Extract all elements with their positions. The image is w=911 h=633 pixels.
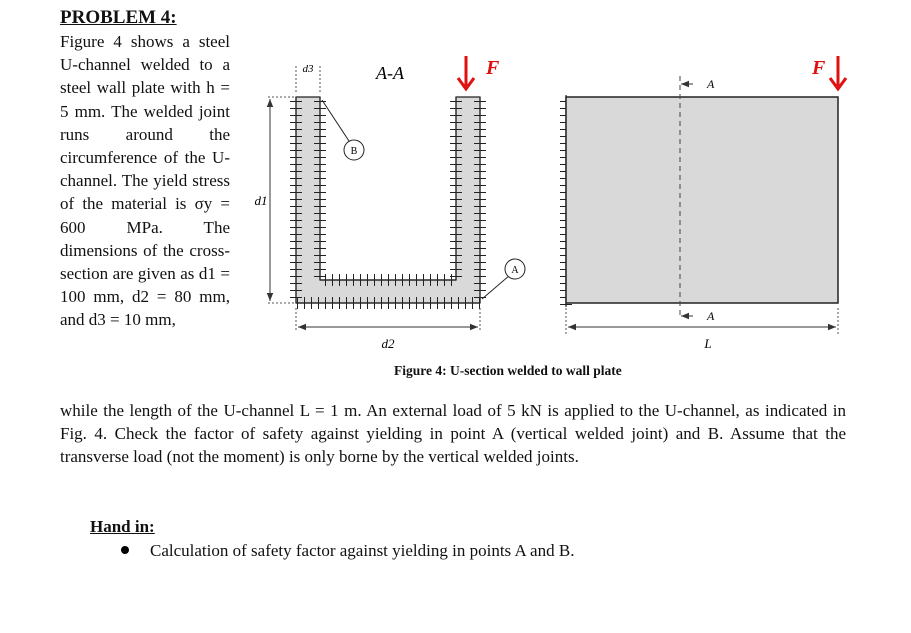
handin-item: Calculation of safety factor against yielding in points A and B. xyxy=(150,541,575,560)
bullet-icon xyxy=(121,546,129,554)
handin-title: Hand in: xyxy=(90,517,155,536)
problem-text-narrow: Figure 4 shows a steel U-channel welded to a steel wall plate with h = 5 mm. The welded joint runs around the circumference of the U-channel. The yield stress of the material is σy = 600 MPa. The dimensions of the cross-section are given as d1 = 100 mm, d2 = 80 mm, and d3 = 10 mm, xyxy=(60,32,230,330)
force-label-side: F xyxy=(812,57,826,79)
cut-label-top: A xyxy=(707,77,715,91)
point-b-label: B xyxy=(350,146,358,157)
force-arrow-section xyxy=(458,56,500,89)
d2-dimension xyxy=(296,308,480,351)
problem-text-wide: while the length of the U-channel L = 1 m. An external load of 5 kN is applied to the U-channel, as indicated in Fig. 4. Check the factor of safety against yielding in point A (vertical welded joint) and B. Assume that the transverse load (not the moment) is only borne by the vertical welded joints. xyxy=(60,401,846,467)
force-label: F xyxy=(486,57,500,79)
problem-title: PROBLEM 4: xyxy=(60,7,177,28)
point-a-label: A xyxy=(511,265,519,276)
d3-label: d3 xyxy=(302,63,314,75)
force-arrow-side xyxy=(811,56,846,89)
cut-label-bottom: A xyxy=(707,309,715,323)
point-a-callout xyxy=(482,259,525,299)
d1-dimension xyxy=(255,97,297,303)
length-label: L xyxy=(704,336,712,351)
point-b-callout xyxy=(322,100,364,160)
u-channel-section xyxy=(290,97,486,309)
d1-label: d1 xyxy=(254,193,268,208)
d3-dimension xyxy=(296,63,320,92)
side-view xyxy=(560,76,838,351)
section-label: A-A xyxy=(376,63,404,83)
d2-label: d2 xyxy=(381,336,395,351)
figure-caption: Figure 4: U-section welded to wall plate xyxy=(394,363,622,378)
